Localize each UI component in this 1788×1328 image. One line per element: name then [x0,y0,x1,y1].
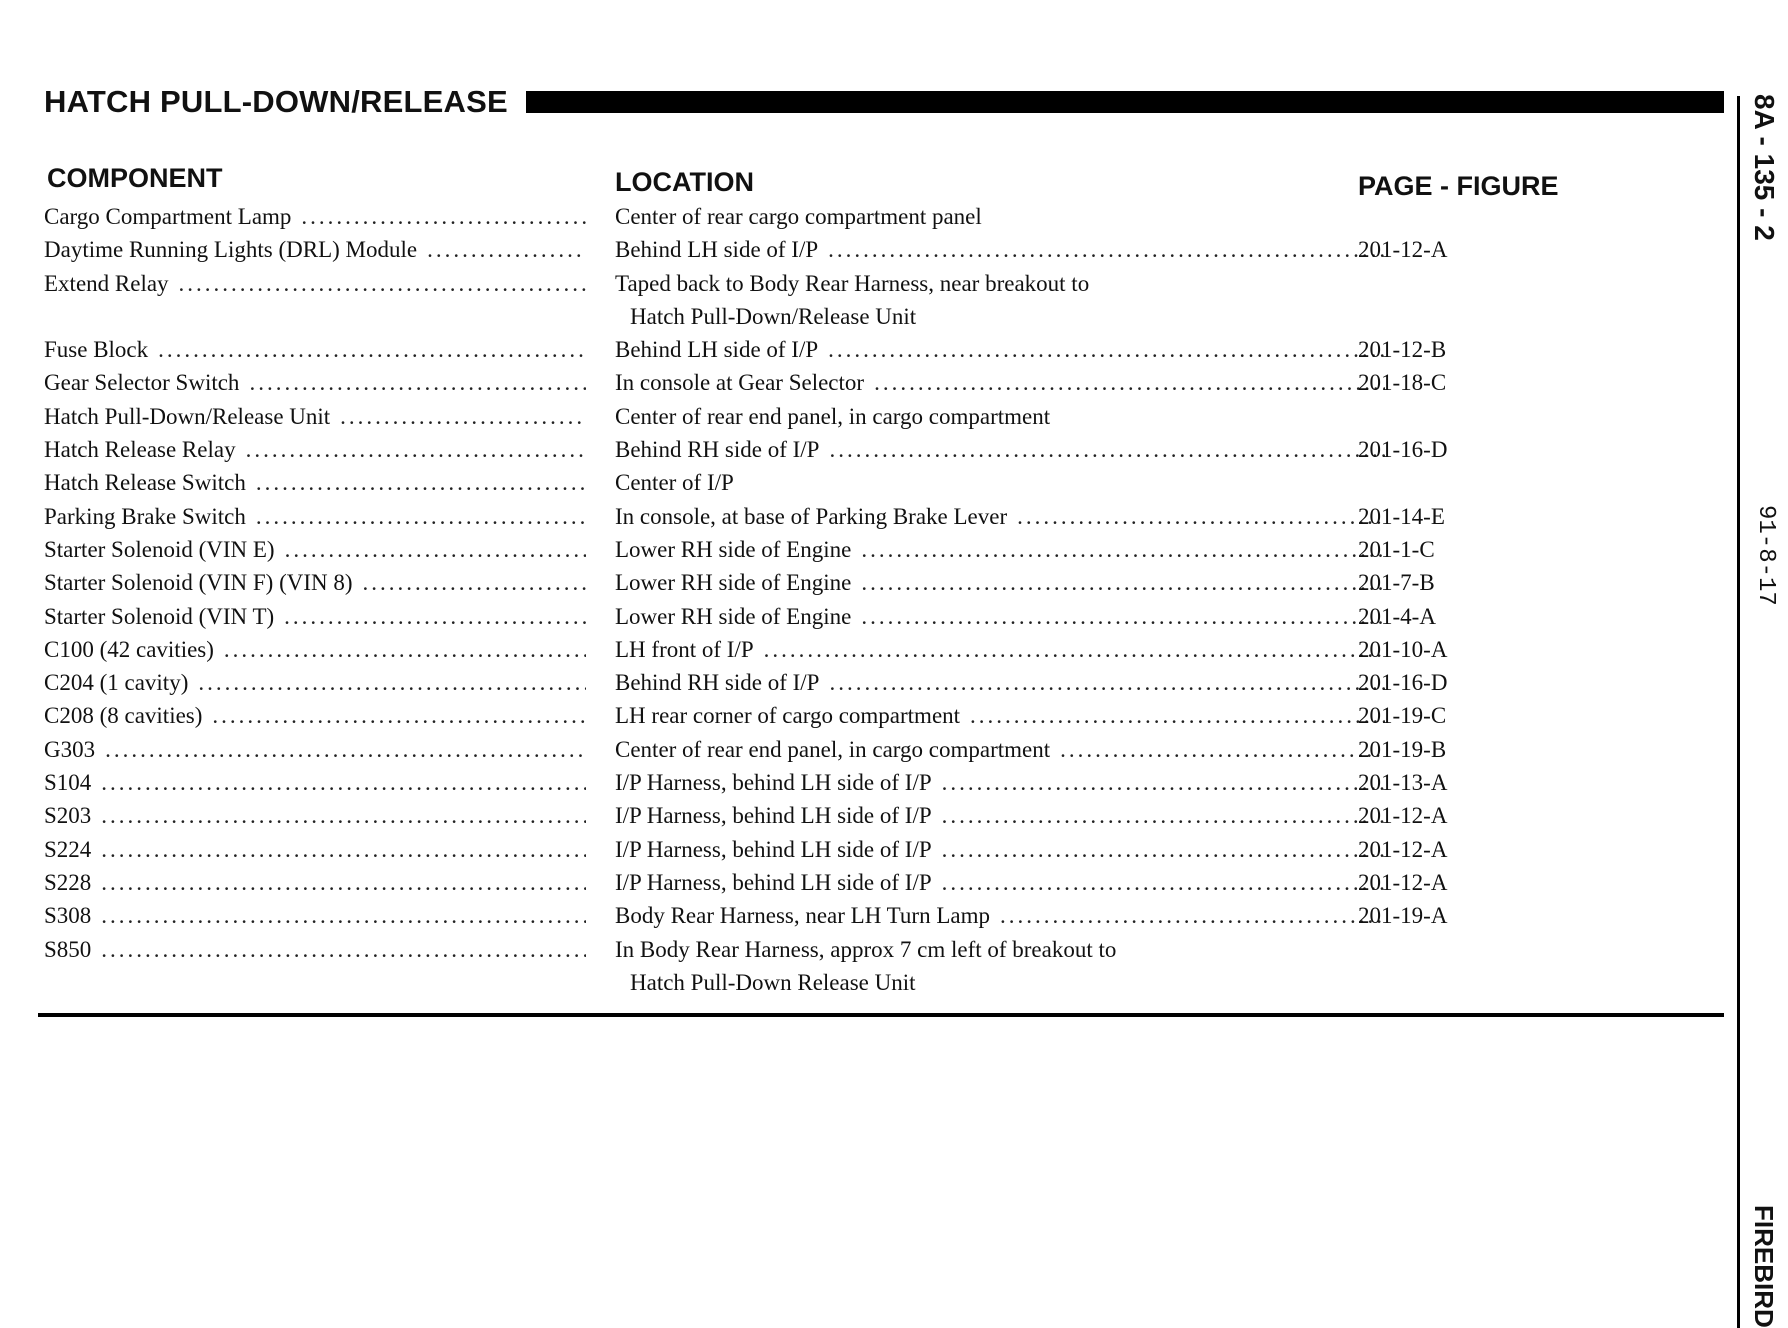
table-row [44,200,1484,233]
location-text: I/P Harness, behind LH side of I/P [615,836,932,862]
component-name: Starter Solenoid (VIN F) (VIN 8) [44,570,353,596]
table-row [44,233,1484,266]
component-cell [44,799,586,832]
location-cell [615,699,1385,732]
component-name: S850 [44,936,92,962]
page-figure-ref: 201-12-A [1358,869,1448,895]
component-name: C208 (8 cavities) [44,703,203,729]
location-text: Center of rear cargo compartment panel [615,204,982,229]
margin-rule [1737,96,1740,1328]
component-name: S308 [44,903,92,929]
dot-leader [340,400,586,433]
dot-leader [101,866,586,899]
column-header-component: COMPONENT [47,163,223,193]
location-cell [615,733,1385,766]
component-cell [44,533,586,566]
dot-leader [828,233,1385,266]
location-cell [615,799,1385,832]
location-text: I/P Harness, behind LH side of I/P [615,803,932,829]
component-name: C100 (42 cavities) [44,636,214,662]
dot-leader [764,633,1385,666]
component-cell [44,833,586,866]
page-figure-ref: 201-14-E [1358,503,1445,529]
dot-leader [256,466,586,499]
dot-leader [101,899,586,932]
location-cell [615,466,1385,499]
page-figure-ref: 201-12-A [1358,237,1448,263]
page-figure-ref: 201-19-C [1358,703,1447,729]
dot-leader [942,766,1385,799]
dot-leader [1017,500,1385,533]
dot-leader [1060,733,1385,766]
component-name: C204 (1 cavity) [44,670,189,696]
component-cell [44,899,586,932]
location-cell [615,533,1385,566]
bottom-rule [38,1013,1724,1017]
component-cell [44,600,586,633]
component-cell [44,699,586,732]
component-cell [44,933,586,966]
page-figure-ref: 201-16-D [1358,670,1448,696]
component-name: S104 [44,770,92,796]
dot-leader [861,566,1385,599]
table-row [44,633,1484,666]
dot-leader [285,533,586,566]
location-text: Body Rear Harness, near LH Turn Lamp [615,903,990,929]
dot-leader [970,699,1385,732]
location-text: I/P Harness, behind LH side of I/P [615,770,932,796]
component-name: Daytime Running Lights (DRL) Module [44,237,418,263]
location-cell [615,866,1385,899]
dot-leader [1000,899,1385,932]
component-name: Hatch Release Relay [44,437,236,463]
location-text: Center of rear end panel, in cargo compartment [615,736,1051,762]
component-name: G303 [44,736,96,762]
table-row [44,866,1484,899]
location-cell [615,899,1385,932]
revision-date: 91-8-17 [1752,505,1779,606]
component-name: S228 [44,869,92,895]
location-text: LH front of I/P [615,636,754,662]
page-figure-ref: 201-16-D [1358,437,1448,463]
component-cell [44,267,586,300]
page-title: HATCH PULL-DOWN/RELEASE [44,84,508,119]
table-row [44,433,1484,466]
dot-leader [101,833,586,866]
dot-leader [212,699,586,732]
component-name: Gear Selector Switch [44,370,240,396]
component-cell [44,666,586,699]
component-name: Starter Solenoid (VIN T) [44,603,275,629]
location-cell [615,633,1385,666]
component-cell [44,866,586,899]
table-row [44,600,1484,633]
dot-leader [942,799,1385,832]
location-cell [615,933,1385,966]
page-figure-ref: 201-1-C [1358,536,1435,562]
dot-leader [942,866,1385,899]
table-row [44,533,1484,566]
location-cell [615,833,1385,866]
dot-leader [828,333,1385,366]
dot-leader [942,833,1385,866]
component-cell [44,466,586,499]
component-name: Parking Brake Switch [44,503,246,529]
table-row [44,366,1484,399]
dot-leader [101,799,586,832]
location-cell [615,433,1385,466]
vehicle-model: FIREBIRD [1749,1205,1779,1328]
page-figure-ref: 201-12-A [1358,803,1448,829]
location-cell [615,566,1385,599]
table-row [44,733,1484,766]
location-cell [615,267,1385,300]
dot-leader [427,233,586,266]
table-row [44,899,1484,932]
component-cell [44,633,586,666]
component-cell [44,766,586,799]
location-text: In console at Gear Selector [615,370,865,396]
component-cell [44,566,586,599]
component-cell [44,500,586,533]
column-header-page-figure: PAGE - FIGURE [1358,171,1559,201]
component-cell [44,400,586,433]
component-cell [44,333,586,366]
dot-leader [179,267,586,300]
dot-leader [284,600,586,633]
component-cell [44,433,586,466]
location-cell [615,500,1385,533]
location-cell [615,600,1385,633]
location-text: Lower RH side of Engine [615,536,852,562]
location-cell [615,233,1385,266]
dot-leader [861,600,1385,633]
table-row [44,566,1484,599]
component-cell [44,366,586,399]
page-figure-ref: 201-18-C [1358,370,1447,396]
component-location-table [44,200,1484,999]
table-row [44,666,1484,699]
table-row [44,333,1484,366]
location-text: Center of rear end panel, in cargo compartment [615,403,1051,429]
location-continuation: Hatch Pull-Down/Release Unit [630,303,917,329]
location-cell [615,766,1385,799]
location-cell [615,400,1385,433]
table-row [44,933,1484,1000]
component-name: S203 [44,803,92,829]
page-figure-ref: 201-4-A [1358,603,1436,629]
component-name: Hatch Release Switch [44,470,246,496]
location-cell [615,200,1385,233]
page-figure-ref: 201-10-A [1358,636,1448,662]
table-row [44,267,1484,334]
page-figure-ref: 201-13-A [1358,770,1448,796]
dot-leader [105,733,586,766]
component-name: S224 [44,836,92,862]
component-name: Hatch Pull-Down/Release Unit [44,403,331,429]
table-row [44,699,1484,732]
dot-leader [101,933,586,966]
component-cell [44,200,586,233]
dot-leader [829,433,1385,466]
dot-leader [158,333,586,366]
dot-leader [363,566,586,599]
component-cell [44,733,586,766]
dot-leader [861,533,1385,566]
location-text: Behind RH side of I/P [615,437,820,463]
location-text: In Body Rear Harness, approx 7 cm left of breakout to [615,936,1117,962]
component-cell [44,233,586,266]
dot-leader [874,366,1385,399]
table-row [44,400,1484,433]
table-row [44,500,1484,533]
page-figure-ref: 201-19-B [1358,736,1447,762]
location-cell [615,366,1385,399]
page-figure-ref: 201-12-A [1358,836,1448,862]
table-row [44,466,1484,499]
section-code: 8A - 135 - 2 [1749,94,1780,241]
location-text: Behind RH side of I/P [615,670,820,696]
component-name: Fuse Block [44,337,149,363]
dot-leader [101,766,586,799]
table-row [44,799,1484,832]
location-text: Taped back to Body Rear Harness, near breakout to [615,270,1090,296]
location-text: Behind LH side of I/P [615,337,819,363]
component-name: Extend Relay [44,270,169,296]
component-name: Cargo Compartment Lamp [44,204,292,229]
page-figure-ref: 201-12-B [1358,337,1447,363]
component-name: Starter Solenoid (VIN E) [44,536,275,562]
dot-leader [249,366,586,399]
dot-leader [829,666,1385,699]
location-text: Behind LH side of I/P [615,237,819,263]
location-text: I/P Harness, behind LH side of I/P [615,869,932,895]
table-row [44,833,1484,866]
column-header-location: LOCATION [615,167,754,197]
dot-leader [246,433,586,466]
section-header [44,80,1724,124]
location-cell [615,333,1385,366]
location-text: Center of I/P [615,470,734,496]
location-text: Lower RH side of Engine [615,603,852,629]
dot-leader [224,633,586,666]
page-figure-ref: 201-19-A [1358,903,1448,929]
location-text: Lower RH side of Engine [615,570,852,596]
page-figure-ref: 201-7-B [1358,570,1435,596]
table-row [44,766,1484,799]
location-cell [615,666,1385,699]
dot-leader [301,200,586,233]
location-text: In console, at base of Parking Brake Lever [615,503,1008,529]
dot-leader [198,666,586,699]
location-continuation: Hatch Pull-Down Release Unit [630,969,916,995]
title-rule [526,91,1724,113]
dot-leader [256,500,586,533]
location-text: LH rear corner of cargo compartment [615,703,961,729]
